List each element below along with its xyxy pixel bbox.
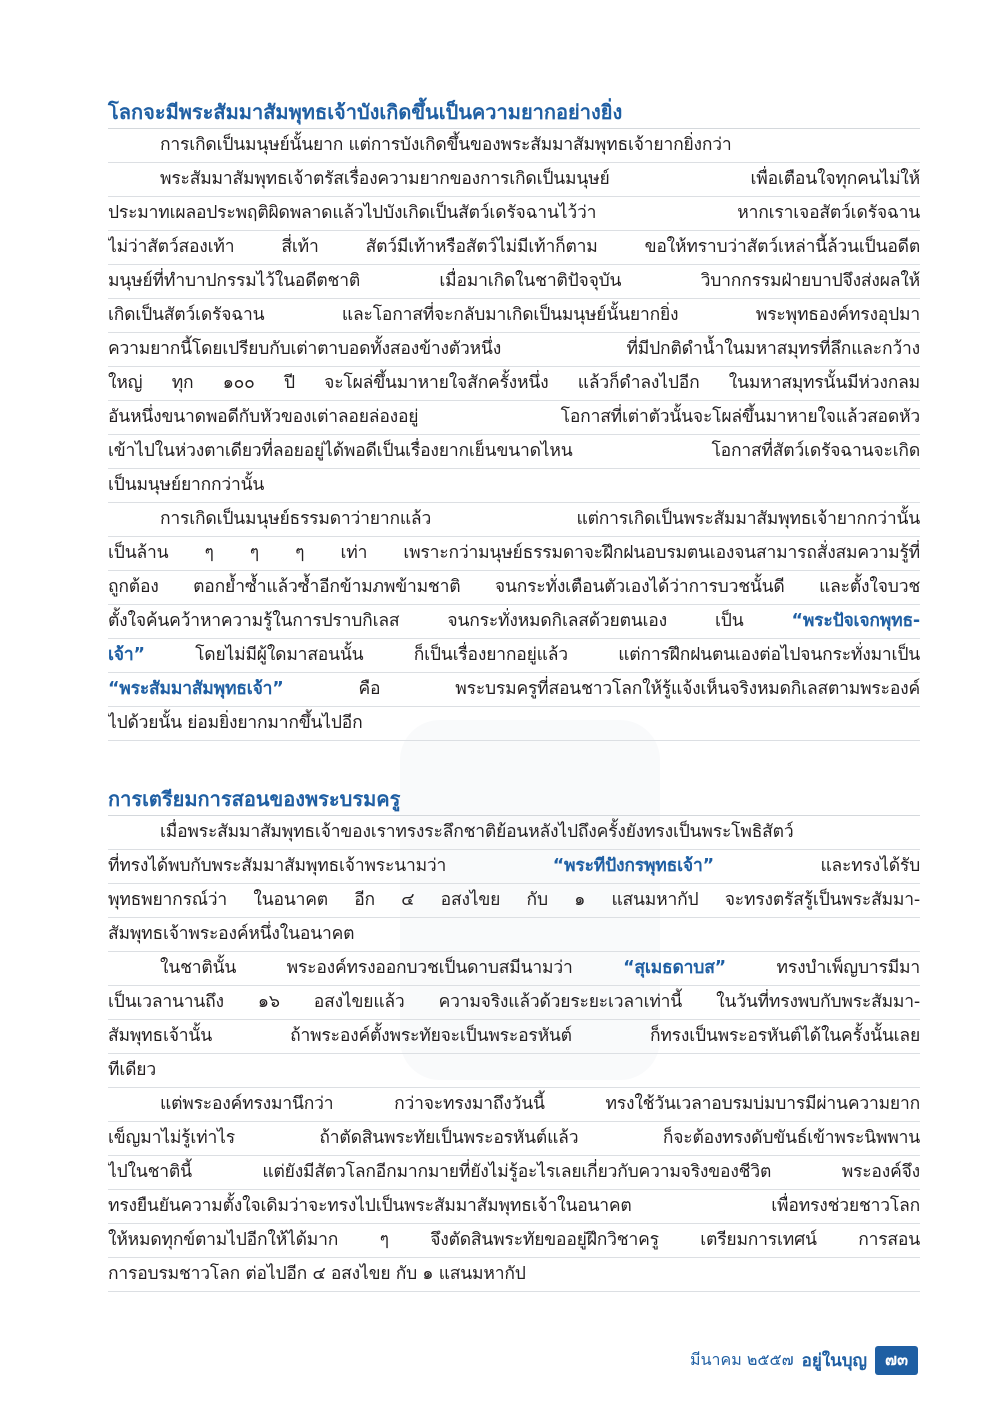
paragraph-line: พระสัมมาสัมพุทธเจ้าตรัสเรื่องความยากของการเกิดเป็นมนุษย์ เพื่อเตือนใจทุกคนไม่ให้	[108, 163, 920, 197]
paragraph-line	[108, 639, 920, 673]
paragraph-line: ถูกต้อง ตอกย้ำซ้ำแล้วซ้ำอีกข้ามภพข้ามชาติ จนกระทั่งเตือนตัวเองได้ว่าการบวชนั้นดี และตั้งใจบวช	[108, 571, 920, 605]
paragraph-line: ไปด้วยนั้น ย่อมยิ่งยากมากขึ้นไปอีก	[108, 707, 920, 741]
line-text: ในชาตินั้น พระองค์ทรงออกบวชเป็นดาบสมีนามว่า	[160, 958, 624, 978]
line-text: คือ พระบรมครูที่สอนชาวโลกให้รู้แจ้งเห็นจริงหมดกิเลสตามพระองค์	[283, 679, 920, 699]
paragraph-line: เข้าไปในห่วงตาเดียวที่ลอยอยู่ได้พอดีเป็นเรื่องยากเย็นขนาดไหน โอกาสที่สัตว์เดรัจฉานจะเกิด	[108, 435, 920, 469]
article	[108, 96, 920, 1292]
highlight-term: เจ้า”	[108, 645, 145, 665]
paragraph-line: มนุษย์ที่ทำบาปกรรมไว้ในอดีตชาติ เมื่อมาเกิดในชาติปัจจุบัน วิบากกรรมฝ่ายบาปจึงส่งผลให้	[108, 265, 920, 299]
paragraph-line: อันหนึ่งขนาดพอดีกับหัวของเต่าลอยล่องอยู่ โอกาสที่เต่าตัวนั้นจะโผล่ขึ้นมาหายใจแล้วสอดหัว	[108, 401, 920, 435]
paragraph-line: เมื่อพระสัมมาสัมพุทธเจ้าของเราทรงระลึกชาติย้อนหลังไปถึงครั้งยังทรงเป็นพระโพธิสัตว์	[108, 816, 920, 850]
highlight-term: “สุเมธดาบส”	[623, 958, 726, 978]
paragraph-line	[108, 605, 920, 639]
paragraph-line: การอบรมชาวโลก ต่อไปอีก ๔ อสงไขย กับ ๑ แสนมหากัป	[108, 1258, 920, 1292]
line-text: ที่ทรงได้พบกับพระสัมมาสัมพุทธเจ้าพระนามว่า	[108, 856, 553, 876]
paragraph-line: สัมพุทธเจ้าพระองค์หนึ่งในอนาคต	[108, 918, 920, 952]
paragraph-line: การเกิดเป็นมนุษย์ธรรมดาว่ายากแล้ว แต่การเกิดเป็นพระสัมมาสัมพุทธเจ้ายากกว่านั้น	[108, 503, 920, 537]
paragraph-line	[108, 850, 920, 884]
paragraph-line: เกิดเป็นสัตว์เดรัจฉาน และโอกาสที่จะกลับมาเกิดเป็นมนุษย์นั้นยากยิ่ง พระพุทธองค์ทรงอุปมา	[108, 299, 920, 333]
line-text: และทรงได้รับ	[713, 856, 920, 876]
section-heading-1: โลกจะมีพระสัมมาสัมพุทธเจ้าบังเกิดขึ้นเป็นความยากอย่างยิ่ง	[108, 96, 920, 129]
paragraph-line: ประมาทเผลอประพฤติผิดพลาดแล้วไปบังเกิดเป็นสัตว์เดรัจฉานไว้ว่า หากเราเจอสัตว์เดรัจฉาน	[108, 197, 920, 231]
magazine-title: อยู่ในบุญ	[801, 1351, 868, 1371]
paragraph-line: การเกิดเป็นมนุษย์นั้นยาก แต่การบังเกิดขึ้นของพระสัมมาสัมพุทธเจ้ายากยิ่งกว่า	[108, 129, 920, 163]
line-text: โดยไม่มีผู้ใดมาสอนนั้น ก็เป็นเรื่องยากอยู่แล้ว แต่การฝึกฝนตนเองต่อไปจนกระทั่งมาเป็น	[144, 645, 920, 665]
paragraph-line: ให้หมดทุกข์ตามไปอีกให้ได้มาก ๆ จึงตัดสินพระทัยขออยู่ฝึกวิชาครู เตรียมการเทศน์ การสอน	[108, 1224, 920, 1258]
paragraph-line: เป็นล้าน ๆ ๆ ๆ เท่า เพราะกว่ามนุษย์ธรรมดาจะฝึกฝนอบรมตนเองจนสามารถสั่งสมความรู้ที่	[108, 537, 920, 571]
paragraph-line: ใหญ่ ทุก ๑๐๐ ปี จะโผล่ขึ้นมาหายใจสักครั้งหนึ่ง แล้วก็ดำลงไปอีก ในมหาสมุทรนั้นมีห่วงกลม	[108, 367, 920, 401]
paragraph-line: เป็นเวลานานถึง ๑๖ อสงไขยแล้ว ความจริงแล้วด้วยระยะเวลาเท่านี้ ในวันที่ทรงพบกับพระสัมมา-	[108, 986, 920, 1020]
paragraph-line: ไม่ว่าสัตว์สองเท้า สี่เท้า สัตว์มีเท้าหรือสัตว์ไม่มีเท้าก็ตาม ขอให้ทราบว่าสัตว์เหล่านี้ล้วนเป็นอดีต	[108, 231, 920, 265]
section-heading-2: การเตรียมการสอนของพระบรมครู	[108, 783, 920, 816]
line-text: ทรงบำเพ็ญบารมีมา	[726, 958, 920, 978]
paragraph-line: ไปในชาตินี้ แต่ยังมีสัตวโลกอีกมากมายที่ยังไม่รู้อะไรเลยเกี่ยวกับความจริงของชีวิต พระองค์จึง	[108, 1156, 920, 1190]
paragraph-line: สัมพุทธเจ้านั้น ถ้าพระองค์ตั้งพระทัยจะเป็นพระอรหันต์ ก็ทรงเป็นพระอรหันต์ได้ในครั้งนั้นเลย	[108, 1020, 920, 1054]
page-footer	[690, 1346, 918, 1375]
highlight-term: “พระปัจเจกพุทธ-	[791, 611, 920, 631]
section-gap	[108, 741, 920, 783]
paragraph-line: แต่พระองค์ทรงมานึกว่า กว่าจะทรงมาถึงวันนี้ ทรงใช้วันเวลาอบรมบ่มบารมีผ่านความยาก	[108, 1088, 920, 1122]
line-text: ตั้งใจค้นคว้าหาความรู้ในการปราบกิเลส จนกระทั่งหมดกิเลสด้วยตนเอง เป็น	[108, 611, 792, 631]
paragraph-line: เข็ญมาไม่รู้เท่าไร ถ้าตัดสินพระทัยเป็นพระอรหันต์แล้ว ก็จะต้องทรงดับขันธ์เข้าพระนิพพาน	[108, 1122, 920, 1156]
footer-date: มีนาคม ๒๕๕๗	[690, 1350, 794, 1369]
paragraph-line	[108, 673, 920, 707]
paragraph-line	[108, 952, 920, 986]
highlight-term: “พระทีปังกรพุทธเจ้า”	[552, 856, 714, 876]
paragraph-line: เป็นมนุษย์ยากกว่านั้น	[108, 469, 920, 503]
paragraph-line: พุทธพยากรณ์ว่า ในอนาคต อีก ๔ อสงไขย กับ ๑ แสนมหากัป จะทรงตรัสรู้เป็นพระสัมมา-	[108, 884, 920, 918]
page-number: ๗๓	[875, 1346, 918, 1375]
paragraph-line: ความยากนี้โดยเปรียบกับเต่าตาบอดทั้งสองข้างตัวหนึ่ง ที่มีปกติดำน้ำในมหาสมุทรที่ลึกและกว้าง	[108, 333, 920, 367]
paragraph-line: ทรงยืนยันความตั้งใจเดิมว่าจะทรงไปเป็นพระสัมมาสัมพุทธเจ้าในอนาคต เพื่อทรงช่วยชาวโลก	[108, 1190, 920, 1224]
paragraph-line: ทีเดียว	[108, 1054, 920, 1088]
highlight-term: “พระสัมมาสัมพุทธเจ้า”	[108, 679, 284, 699]
